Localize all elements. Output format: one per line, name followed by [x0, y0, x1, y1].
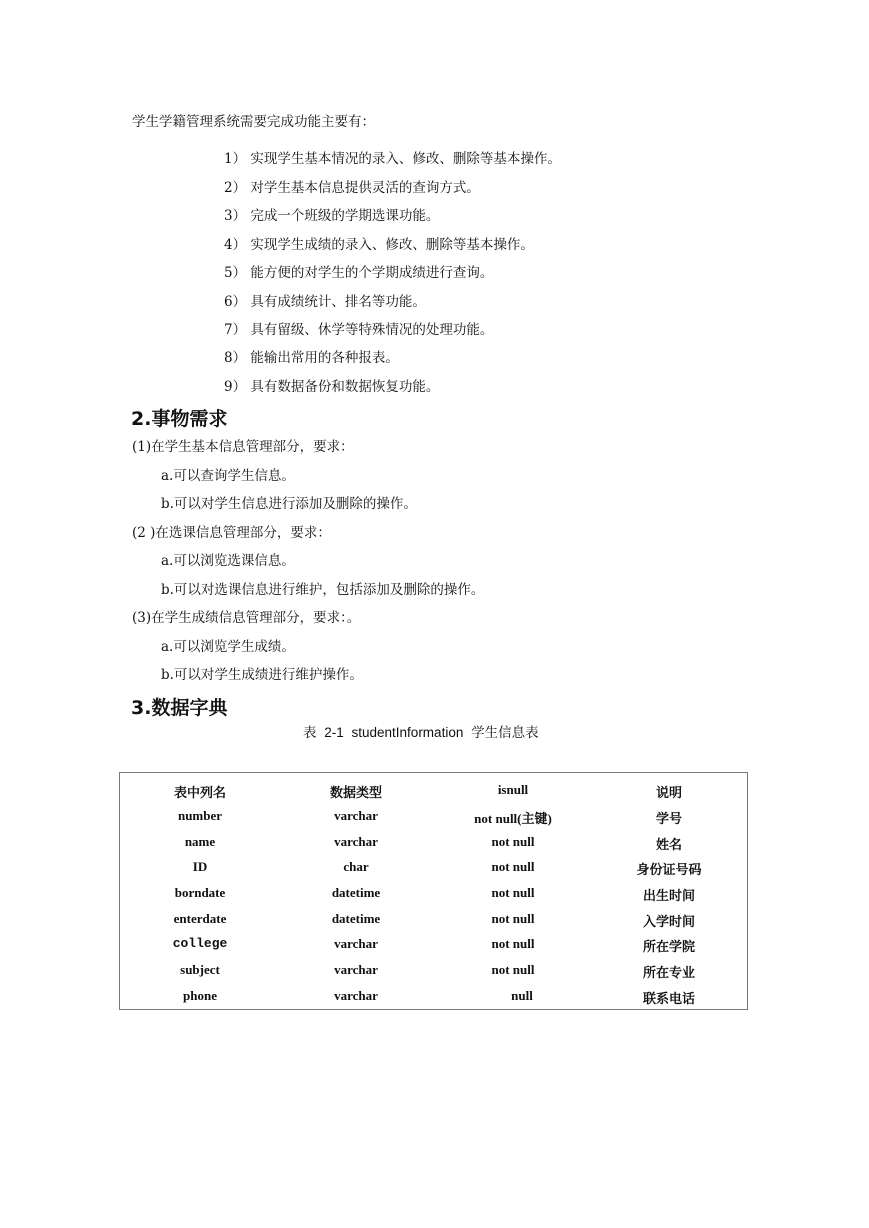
- table-cell: phone: [183, 988, 217, 1003]
- section-heading: 2.事物需求: [131, 408, 228, 430]
- list-item: [224, 346, 399, 366]
- list-text: 实现学生基本情况的录入、修改、删除等基本操作。: [250, 151, 561, 167]
- section-heading: 3.数据字典: [131, 697, 228, 719]
- requirement-heading: (1)在学生基本信息管理部分，要求：: [132, 439, 354, 455]
- list-text: 具有成绩统计、排名等功能。: [250, 294, 426, 310]
- table-cell: number: [177, 808, 223, 823]
- table-cell: datetime: [331, 911, 381, 926]
- table-cell: not null: [491, 911, 535, 926]
- list-number: 5）: [224, 265, 247, 281]
- requirement-item: a.可以查询学生信息。: [161, 468, 295, 484]
- table-cell: college: [172, 936, 228, 951]
- list-text: 具有留级、休学等特殊情况的处理功能。: [250, 322, 494, 338]
- list-item: [224, 147, 561, 167]
- table-caption: 表 2-1 studentInformation 学生信息表: [303, 725, 539, 740]
- list-number: 1）: [224, 151, 247, 167]
- table-header-cell: 表中列名: [173, 785, 226, 800]
- table-cell: ID: [192, 859, 208, 874]
- requirement-item: b.可以对选课信息进行维护，包括添加及删除的操作。: [161, 582, 485, 598]
- list-text: 能方便的对学生的个学期成绩进行查询。: [250, 265, 494, 281]
- table-cell: null: [511, 988, 533, 1003]
- table-cell: 姓名: [655, 837, 682, 852]
- list-item: [224, 176, 480, 196]
- table-cell: 入学时间: [642, 914, 695, 929]
- table-header-cell: isnull: [497, 782, 529, 797]
- list-number: 3）: [224, 208, 247, 224]
- table-cell: varchar: [334, 936, 378, 951]
- list-number: 9）: [224, 379, 247, 395]
- table-header-cell: 数据类型: [329, 785, 382, 800]
- list-item: [224, 233, 534, 253]
- list-text: 实现学生成绩的录入、修改、删除等基本操作。: [250, 237, 534, 253]
- table-cell: varchar: [334, 988, 378, 1003]
- list-number: 8）: [224, 350, 247, 366]
- table-cell: char: [343, 859, 369, 874]
- table-cell: varchar: [334, 834, 378, 849]
- intro-paragraph: 学生学籍管理系统需要完成功能主要有：: [132, 114, 375, 130]
- list-text: 具有数据备份和数据恢复功能。: [250, 379, 440, 395]
- list-number: 7）: [224, 322, 247, 338]
- list-text: 能输出常用的各种报表。: [250, 350, 399, 366]
- requirement-item: b.可以对学生信息进行添加及删除的操作。: [161, 496, 417, 512]
- table-header-cell: 说明: [655, 785, 682, 800]
- table-cell: not null(主键): [474, 811, 552, 826]
- table-cell: 所在专业: [642, 965, 695, 980]
- list-item: [224, 318, 493, 338]
- list-number: 4）: [224, 237, 247, 253]
- requirement-item: a.可以浏览选课信息。: [161, 553, 295, 569]
- table-cell: not null: [491, 962, 535, 977]
- requirement-heading: (3)在学生成绩信息管理部分，要求：。: [132, 610, 361, 626]
- table-cell: 出生时间: [642, 888, 695, 903]
- list-item: [224, 204, 439, 224]
- list-number: 2）: [224, 180, 247, 196]
- list-item: [224, 261, 493, 281]
- list-text: 完成一个班级的学期选课功能。: [250, 208, 440, 224]
- table-cell: varchar: [334, 962, 378, 977]
- table-cell: subject: [180, 962, 220, 977]
- requirement-heading: (2 )在选课信息管理部分，要求：: [132, 525, 331, 541]
- table-cell: 学号: [655, 811, 682, 826]
- table-cell: not null: [491, 834, 535, 849]
- table-cell: datetime: [331, 885, 381, 900]
- table-cell: 联系电话: [642, 991, 695, 1006]
- data-dictionary-table: [119, 772, 748, 1010]
- requirement-item: a.可以浏览学生成绩。: [161, 639, 295, 655]
- list-text: 对学生基本信息提供灵活的查询方式。: [250, 180, 480, 196]
- table-cell: name: [184, 834, 216, 849]
- table-cell: not null: [491, 859, 535, 874]
- list-item: [224, 375, 439, 395]
- requirement-item: b.可以对学生成绩进行维护操作。: [161, 667, 363, 683]
- table-cell: borndate: [174, 885, 226, 900]
- list-item: [224, 290, 426, 310]
- list-number: 6）: [224, 294, 247, 310]
- table-cell: not null: [491, 885, 535, 900]
- table-cell: varchar: [334, 808, 378, 823]
- table-cell: 所在学院: [642, 939, 695, 954]
- table-cell: enterdate: [173, 911, 227, 926]
- table-cell: 身份证号码: [636, 862, 702, 877]
- table-cell: not null: [491, 936, 535, 951]
